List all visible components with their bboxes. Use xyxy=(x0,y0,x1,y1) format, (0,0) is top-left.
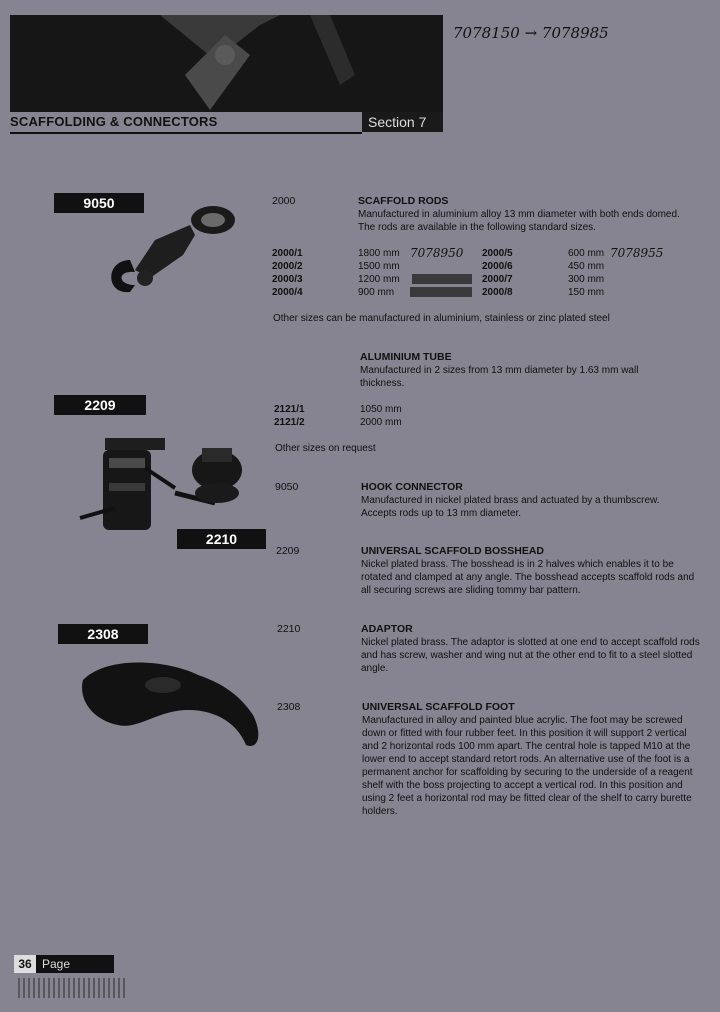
image-tag-2210: 2210 xyxy=(177,529,266,549)
size-code: 2000/6 xyxy=(482,261,513,272)
hook-connector-image xyxy=(95,200,245,305)
size-value: 300 mm xyxy=(568,274,605,285)
size-value: 1050 mm xyxy=(360,404,402,415)
page-label: Page xyxy=(36,955,114,973)
size-value: 2000 mm xyxy=(360,417,402,428)
size-code: 2000/3 xyxy=(272,274,303,285)
scribble-mark xyxy=(412,274,472,284)
desc-scaffold-rods: Manufactured in aluminium alloy 13 mm diameter with both ends domed. The rods are available in the following standard sizes. xyxy=(358,209,680,233)
section-label: Section 7 xyxy=(362,112,443,132)
footer-scan-noise xyxy=(18,978,128,998)
size-code: 2000/4 xyxy=(272,287,303,298)
image-tag-9050: 9050 xyxy=(54,193,144,213)
heading-bosshead: UNIVERSAL SCAFFOLD BOSSHEAD xyxy=(361,545,544,557)
desc-scaffold-foot: Manufactured in alloy and painted blue acrylic. The foot may be screwed down or fitted with four rubber feet. In this position it will support 2 vertical and 2 horizontal rods 100 mm apart. The central hole is tapped M10 at the lower end to accept standard retort rods. An alternative use of the foot is a permanent anchor for scaffolding by securing to the underside of a reagent shelf with the boss projecting to accept a vertical rod. In this position and using 2 feet a horizontal rod may be fitted clear of the shelf to carry burette holders. xyxy=(362,715,693,817)
size-code: 2121/1 xyxy=(274,404,305,415)
scaffold-foot-image xyxy=(78,655,268,755)
bosshead-image xyxy=(75,428,275,548)
heading-adaptor: ADAPTOR xyxy=(361,623,413,635)
desc-hook-connector: Manufactured in nickel plated brass and actuated by a thumbscrew. Accepts rods up to 13 mm diameter. xyxy=(361,495,660,519)
desc-aluminium-tube: Manufactured in 2 sizes from 13 mm diameter by 1.63 mm wall thickness. xyxy=(360,365,639,389)
size-value: 150 mm xyxy=(568,287,605,298)
image-tag-2308: 2308 xyxy=(58,624,148,644)
heading-scaffold-rods: SCAFFOLD RODS xyxy=(358,195,449,207)
page-title: SCAFFOLDING & CONNECTORS xyxy=(10,114,218,129)
size-annotation: 7078955 xyxy=(610,246,664,260)
product-code-scaffold-rods: 2000 xyxy=(272,195,296,207)
size-value: 600 mm xyxy=(568,248,605,259)
page-number: 36 xyxy=(14,955,36,973)
note-scaffold-rods: Other sizes can be manufactured in aluminium, stainless or zinc plated steel xyxy=(273,313,610,324)
size-value: 450 mm xyxy=(568,261,605,272)
scribble-mark xyxy=(410,287,472,297)
size-code: 2000/7 xyxy=(482,274,513,285)
product-code-adaptor: 2210 xyxy=(277,623,301,635)
size-code: 2000/1 xyxy=(272,248,303,259)
size-code: 2121/2 xyxy=(274,417,305,428)
product-code-scaffold-foot: 2308 xyxy=(277,701,301,713)
size-value: 1800 mm xyxy=(358,248,400,259)
size-value: 900 mm xyxy=(358,287,395,298)
size-value: 1500 mm xyxy=(358,261,400,272)
image-tag-2209: 2209 xyxy=(54,395,146,415)
desc-adaptor: Nickel plated brass. The adaptor is slotted at one end to accept scaffold rods and has screw, washer and wing nut at the other end to fit to a steel slotted angle. xyxy=(361,637,700,674)
product-code-hook-connector: 9050 xyxy=(275,481,299,493)
heading-aluminium-tube: ALUMINIUM TUBE xyxy=(360,351,452,363)
size-value: 1200 mm xyxy=(358,274,400,285)
desc-bosshead: Nickel plated brass. The bosshead is in 2 halves which enables it to be rotated and clamped at any angle. The bosshead accepts scaffold rods and all securing screws are sliding tommy bar pattern. xyxy=(361,559,695,596)
note-aluminium-tube: Other sizes on request xyxy=(275,443,376,454)
size-code: 2000/2 xyxy=(272,261,303,272)
size-code: 2000/5 xyxy=(482,248,513,259)
handwritten-note: 7078150 → 7078985 xyxy=(453,24,609,42)
size-annotation: 7078950 xyxy=(410,246,464,260)
size-code: 2000/8 xyxy=(482,287,513,298)
heading-hook-connector: HOOK CONNECTOR xyxy=(361,481,463,493)
heading-scaffold-foot: UNIVERSAL SCAFFOLD FOOT xyxy=(362,701,515,713)
product-code-bosshead: 2209 xyxy=(276,545,300,557)
